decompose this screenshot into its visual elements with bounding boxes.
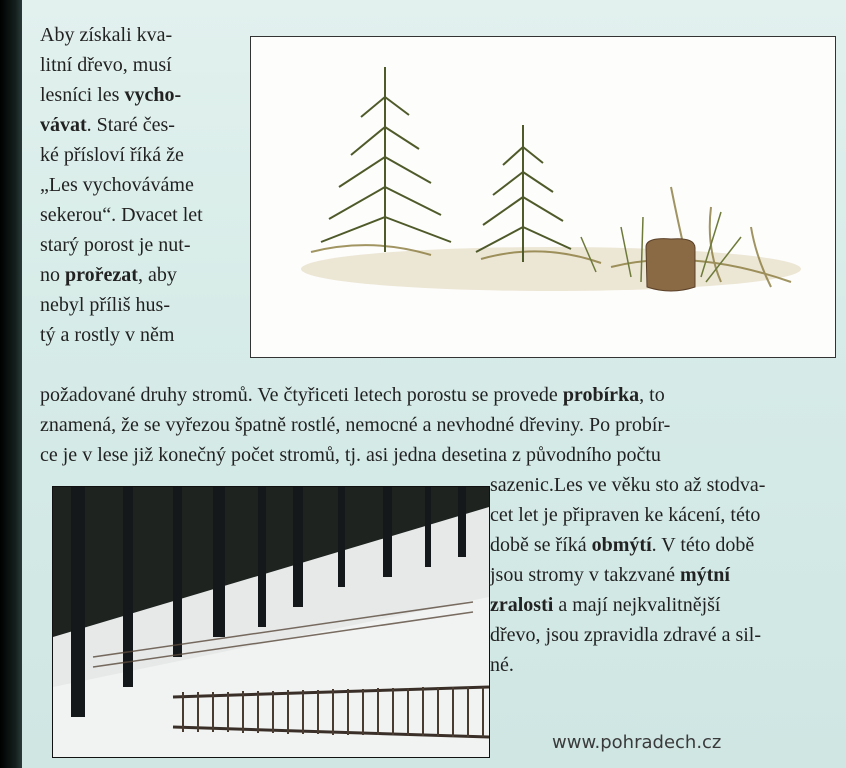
text-line: dřevo, jsou zpravidla zdravé a sil-	[490, 624, 762, 646]
text-line: sazenic.Les ve věku sto až stodva-	[490, 474, 766, 496]
text-line: požadované druhy stromů. Ve čtyřiceti letech porostu se provede probírka, to	[40, 384, 665, 406]
illustration-young-spruces	[250, 36, 836, 358]
text-line: vávat. Staré čes-	[40, 114, 175, 136]
text-line: jsou stromy v takzvané mýtní	[490, 564, 730, 586]
information-board	[22, 0, 846, 768]
text-line: zralosti a mají nejkvalitnější	[490, 594, 721, 616]
text-line: no prořezat, aby	[40, 264, 177, 286]
photo-winter-forest	[52, 486, 490, 758]
text-line: době se říká obmýtí. V této době	[490, 534, 755, 556]
text-line: nebyl příliš hus-	[40, 294, 170, 316]
text-line: starý porost je nut-	[40, 234, 191, 256]
winter-forest-photo	[53, 487, 489, 757]
text-line: sekerou“. Dvacet let	[40, 204, 203, 226]
text-column-right	[490, 470, 765, 680]
board-left-edge	[0, 0, 22, 768]
text-column-left	[40, 20, 250, 350]
text-line: cet let je připraven ke kácení, této	[490, 504, 761, 526]
text-line: Aby získali kva-	[40, 24, 173, 46]
spruce-illustration	[251, 37, 835, 357]
text-line: lesníci les vycho-	[40, 84, 182, 106]
text-line: tý a rostly v něm	[40, 324, 175, 346]
text-line: litní dřevo, musí	[40, 54, 172, 76]
text-line: znamená, že se vyřezou špatně rostlé, nemocné a nevhodné dřeviny. Po probír-	[40, 414, 671, 436]
text-full-width	[40, 380, 670, 470]
text-line: ce je v lese již konečný počet stromů, tj. asi jedna desetina z původního počtu	[40, 444, 661, 466]
text-line: ké přísloví říká že	[40, 144, 184, 166]
text-line: né.	[490, 654, 514, 676]
text-line: „Les vychováváme	[40, 174, 194, 196]
watermark: www.pohradech.cz	[552, 732, 722, 753]
